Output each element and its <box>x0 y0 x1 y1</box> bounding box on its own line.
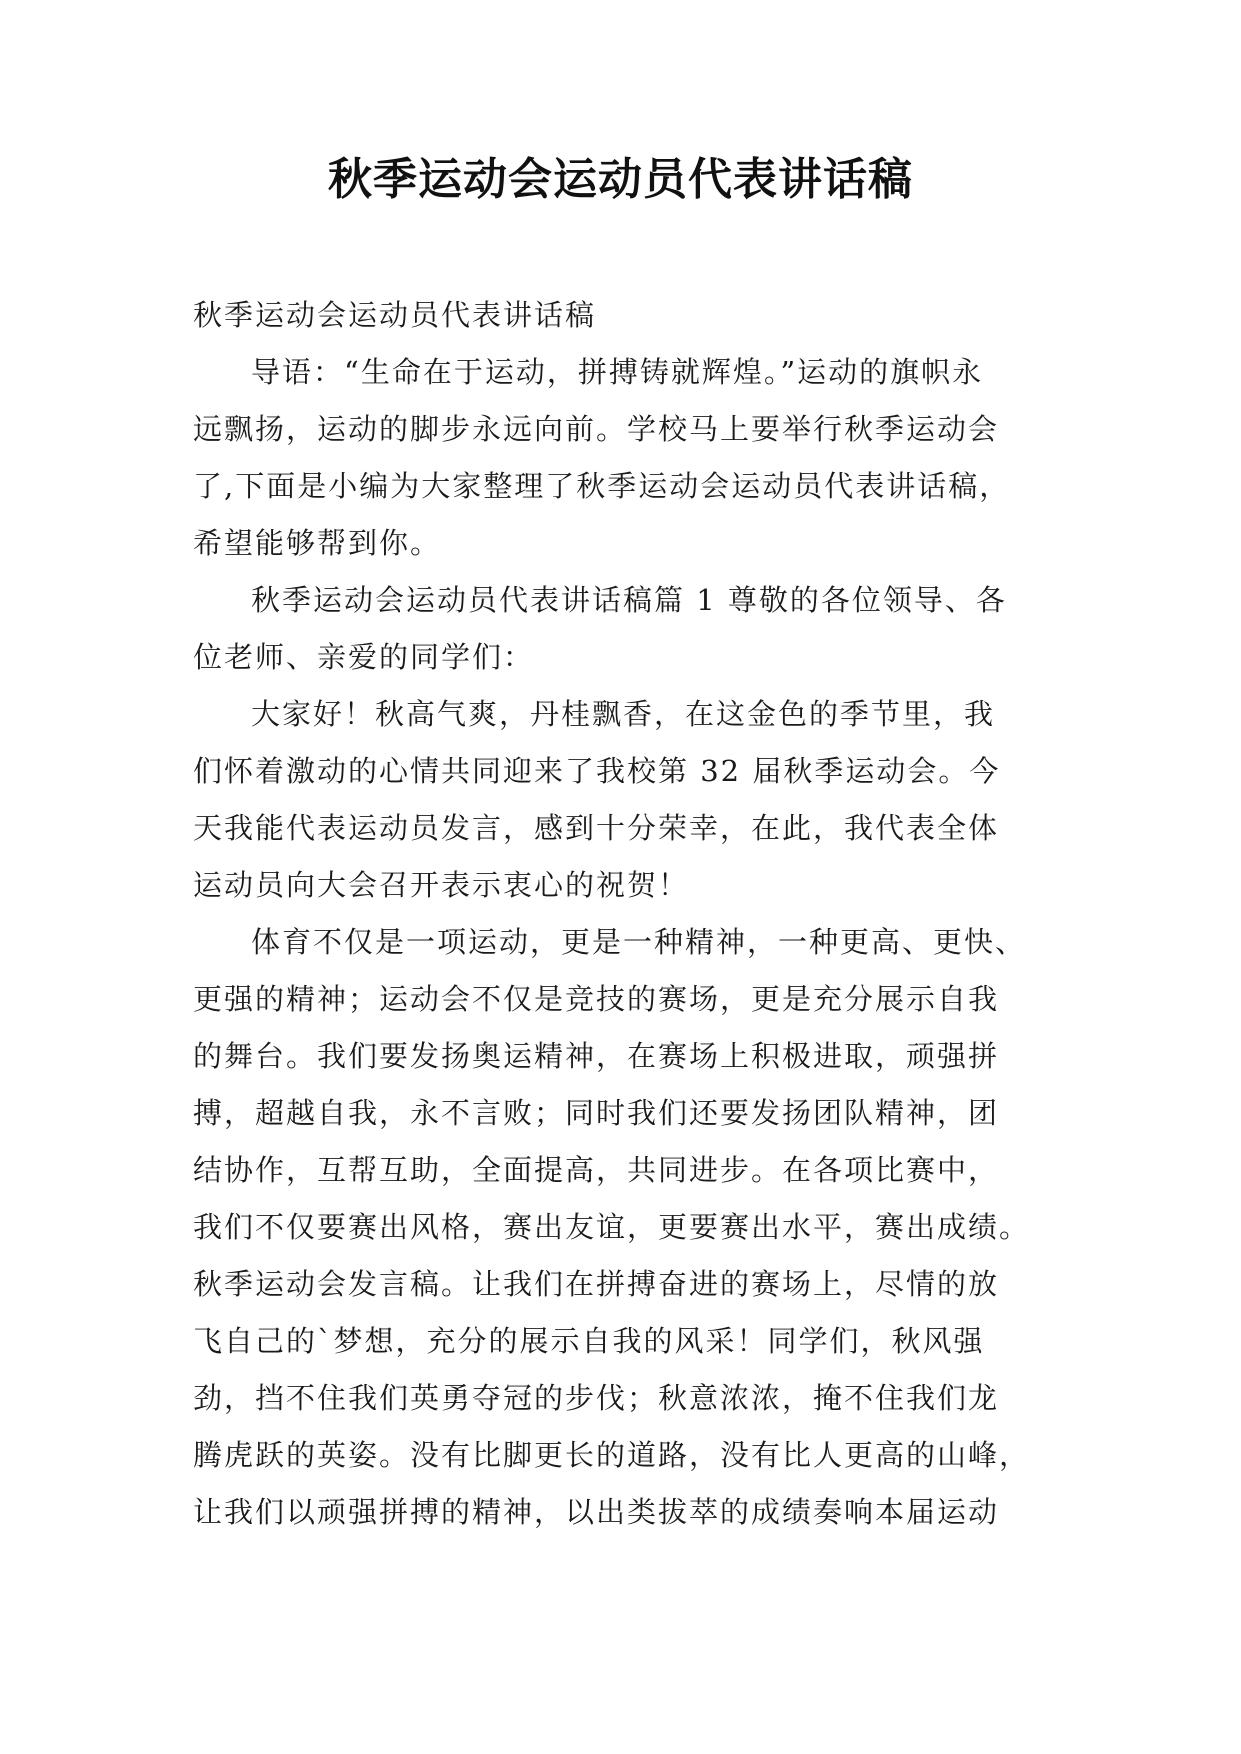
document-title: 秋季运动会运动员代表讲话稿 <box>328 154 913 205</box>
body-text-line: 希望能够帮到你。 <box>193 526 442 560</box>
body-text-line: 让我们以顽强拼搏的精神，以出类拔萃的成绩奏响本届运动 <box>193 1495 1000 1529</box>
body-text-line: 搏，超越自我，永不言败；同时我们还要发扬团队精神，团 <box>193 1096 1000 1130</box>
body-text-line: 更强的精神；运动会不仅是竞技的赛场，更是充分展示自我 <box>193 982 1000 1016</box>
body-text-line: 飞自己的`梦想，充分的展示自我的风采！同学们，秋风强 <box>193 1324 985 1358</box>
body-text-line: 腾虎跃的英姿。没有比脚更长的道路，没有比人更高的山峰， <box>193 1438 1031 1472</box>
body-text-line: 结协作，互帮互助，全面提高，共同进步。在各项比赛中， <box>193 1153 1000 1187</box>
body-text-line: 们怀着激动的心情共同迎来了我校第 32 届秋季运动会。今 <box>193 754 1001 788</box>
body-text-line: 劲，挡不住我们英勇夺冠的步伐；秋意浓浓，掩不住我们龙 <box>193 1381 1000 1415</box>
body-text-line: 我们不仅要赛出风格，赛出友谊，更要赛出水平，赛出成绩。 <box>193 1210 1031 1244</box>
document-body <box>193 287 1053 1541</box>
body-text-line: 天我能代表运动员发言，感到十分荣幸，在此，我代表全体 <box>193 811 1000 845</box>
body-text-line: 了,下面是小编为大家整理了秋季运动会运动员代表讲话稿， <box>193 469 1011 503</box>
body-text-line: 导语：“生命在于运动，拼搏铸就辉煌。”运动的旗帜永 <box>251 355 984 389</box>
body-text-line: 体育不仅是一项运动，更是一种精神，一种更高、更快、 <box>251 925 1027 959</box>
body-text-line: 秋季运动会运动员代表讲话稿篇 1 尊敬的各位领导、各 <box>251 583 1007 617</box>
body-text-line: 远飘扬，运动的脚步永远向前。学校马上要举行秋季运动会 <box>193 412 1000 446</box>
body-text-line: 秋季运动会运动员代表讲话稿 <box>193 298 597 332</box>
body-text-line: 的舞台。我们要发扬奥运精神，在赛场上积极进取，顽强拼 <box>193 1039 1000 1073</box>
body-text-line: 位老师、亲爱的同学们： <box>193 640 535 674</box>
body-text-line: 秋季运动会发言稿。让我们在拼搏奋进的赛场上，尽情的放 <box>193 1267 1000 1301</box>
body-text-line: 运动员向大会召开表示衷心的祝贺！ <box>193 868 690 902</box>
body-text-line: 大家好！秋高气爽，丹桂飘香，在这金色的季节里，我 <box>251 697 996 731</box>
